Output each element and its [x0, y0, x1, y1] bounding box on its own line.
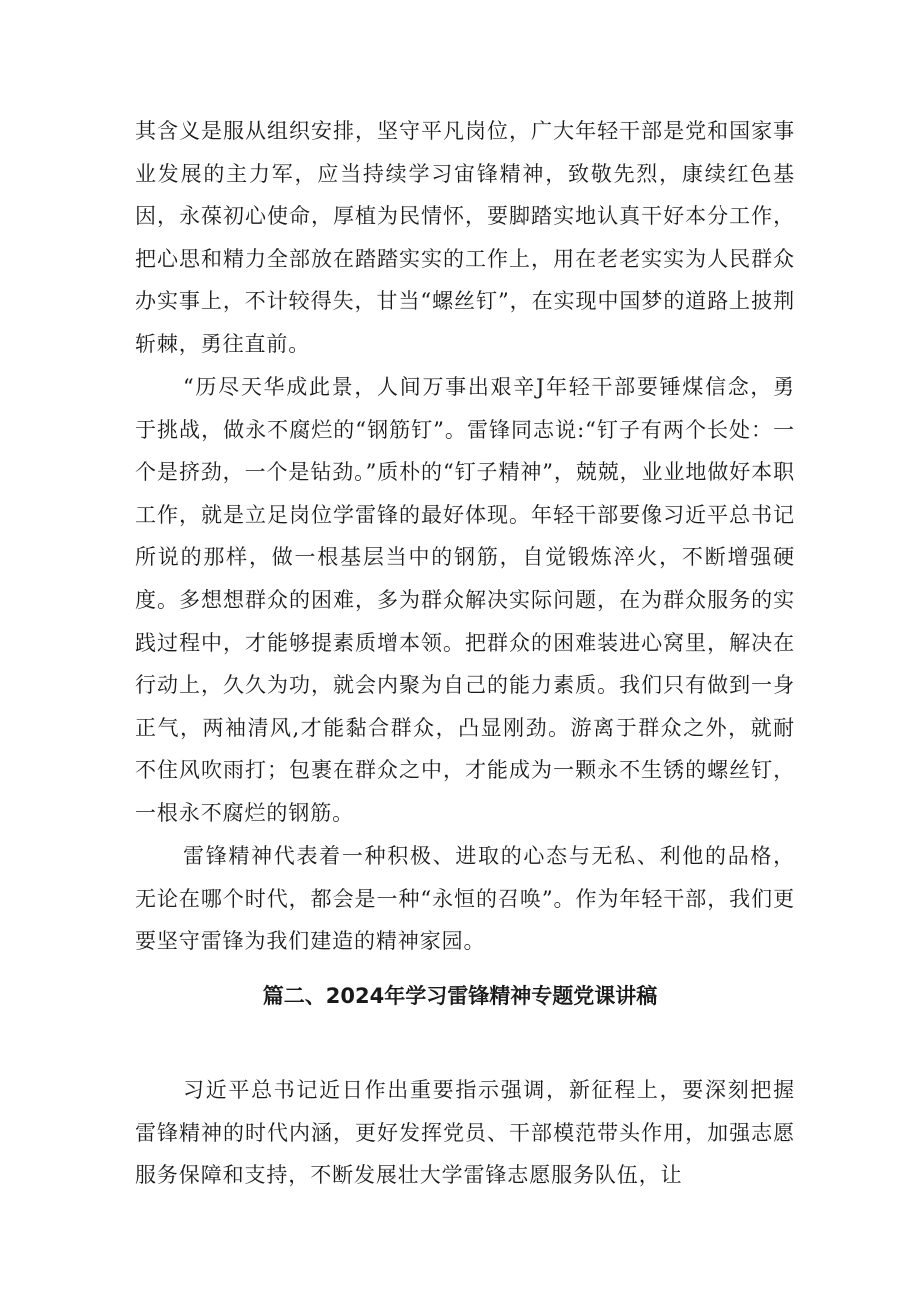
paragraph-instructions: 习近平总书记近日作出重要指示强调，新征程上，要深刻把握雷锋精神的时代内涵，更好发挥党员、干部模范带头作用，加强志愿服务保障和支持，不断发展壮大学雷锋志愿服务队伍，让 — [135, 1078, 795, 1188]
paragraph-lei-feng-spirit: 雷锋精神代表着一种积极、进取的心态与无私、利他的品格，无论在哪个时代，都会是一种“永恒的召唤”。作为年轻干部，我们更要坚守雷锋为我们建造的精神家园。 — [135, 844, 795, 954]
paragraph-nail-spirit: “历尽天华成此景，人间万事出艰辛J年轻干部要锤煤信念，勇于挑战，做永不腐烂的“钢筋钉”。雷锋同志说:“钉子有两个长处：一个是挤劲，一个是钻劲。”质朴的“钉子精神”，兢兢，业业地做好本职工作，就是立足岗位学雷锋的最好体现。年轻干部要像习近平总书记所说的那样，做一根基层当中的钢筋，自觉锻炼淬火，不断增强硬度。多想想群众的困难，多为群众解决实际问题，在为群众服务的实践过程中，才能够提素质增本领。把群众的困难装进心窝里，解决在行动上，久久为功，就会内聚为自己的能力素质。我们只有做到一身正气，两袖清风,才能黏合群众，凸显刚劲。游离于群众之外，就耐不住风吹雨打；包裹在群众之中，才能成为一颗永不生锈的螺丝钉，一根永不腐烂的钢筋。 — [135, 375, 795, 825]
section-heading: 篇二、2024年学习雷锋精神专题党课讲稿 — [262, 984, 658, 1008]
paragraph-continuation: 其含义是服从组织安排，坚守平凡岗位，广大年轻干部是党和国家事业发展的主力军，应当持续学习宙锋精神，致敬先烈，康续红色基因，永葆初心使命，厚植为民情怀，要脚踏实地认真干好本分工作，把心思和精力全部放在踏踏实实的工作上，用在老老实实为人民群众办实事上，不计较得失，甘当“螺丝钉”，在实现中国梦的道路上披荆斩棘，勇往直前。 — [135, 119, 795, 356]
